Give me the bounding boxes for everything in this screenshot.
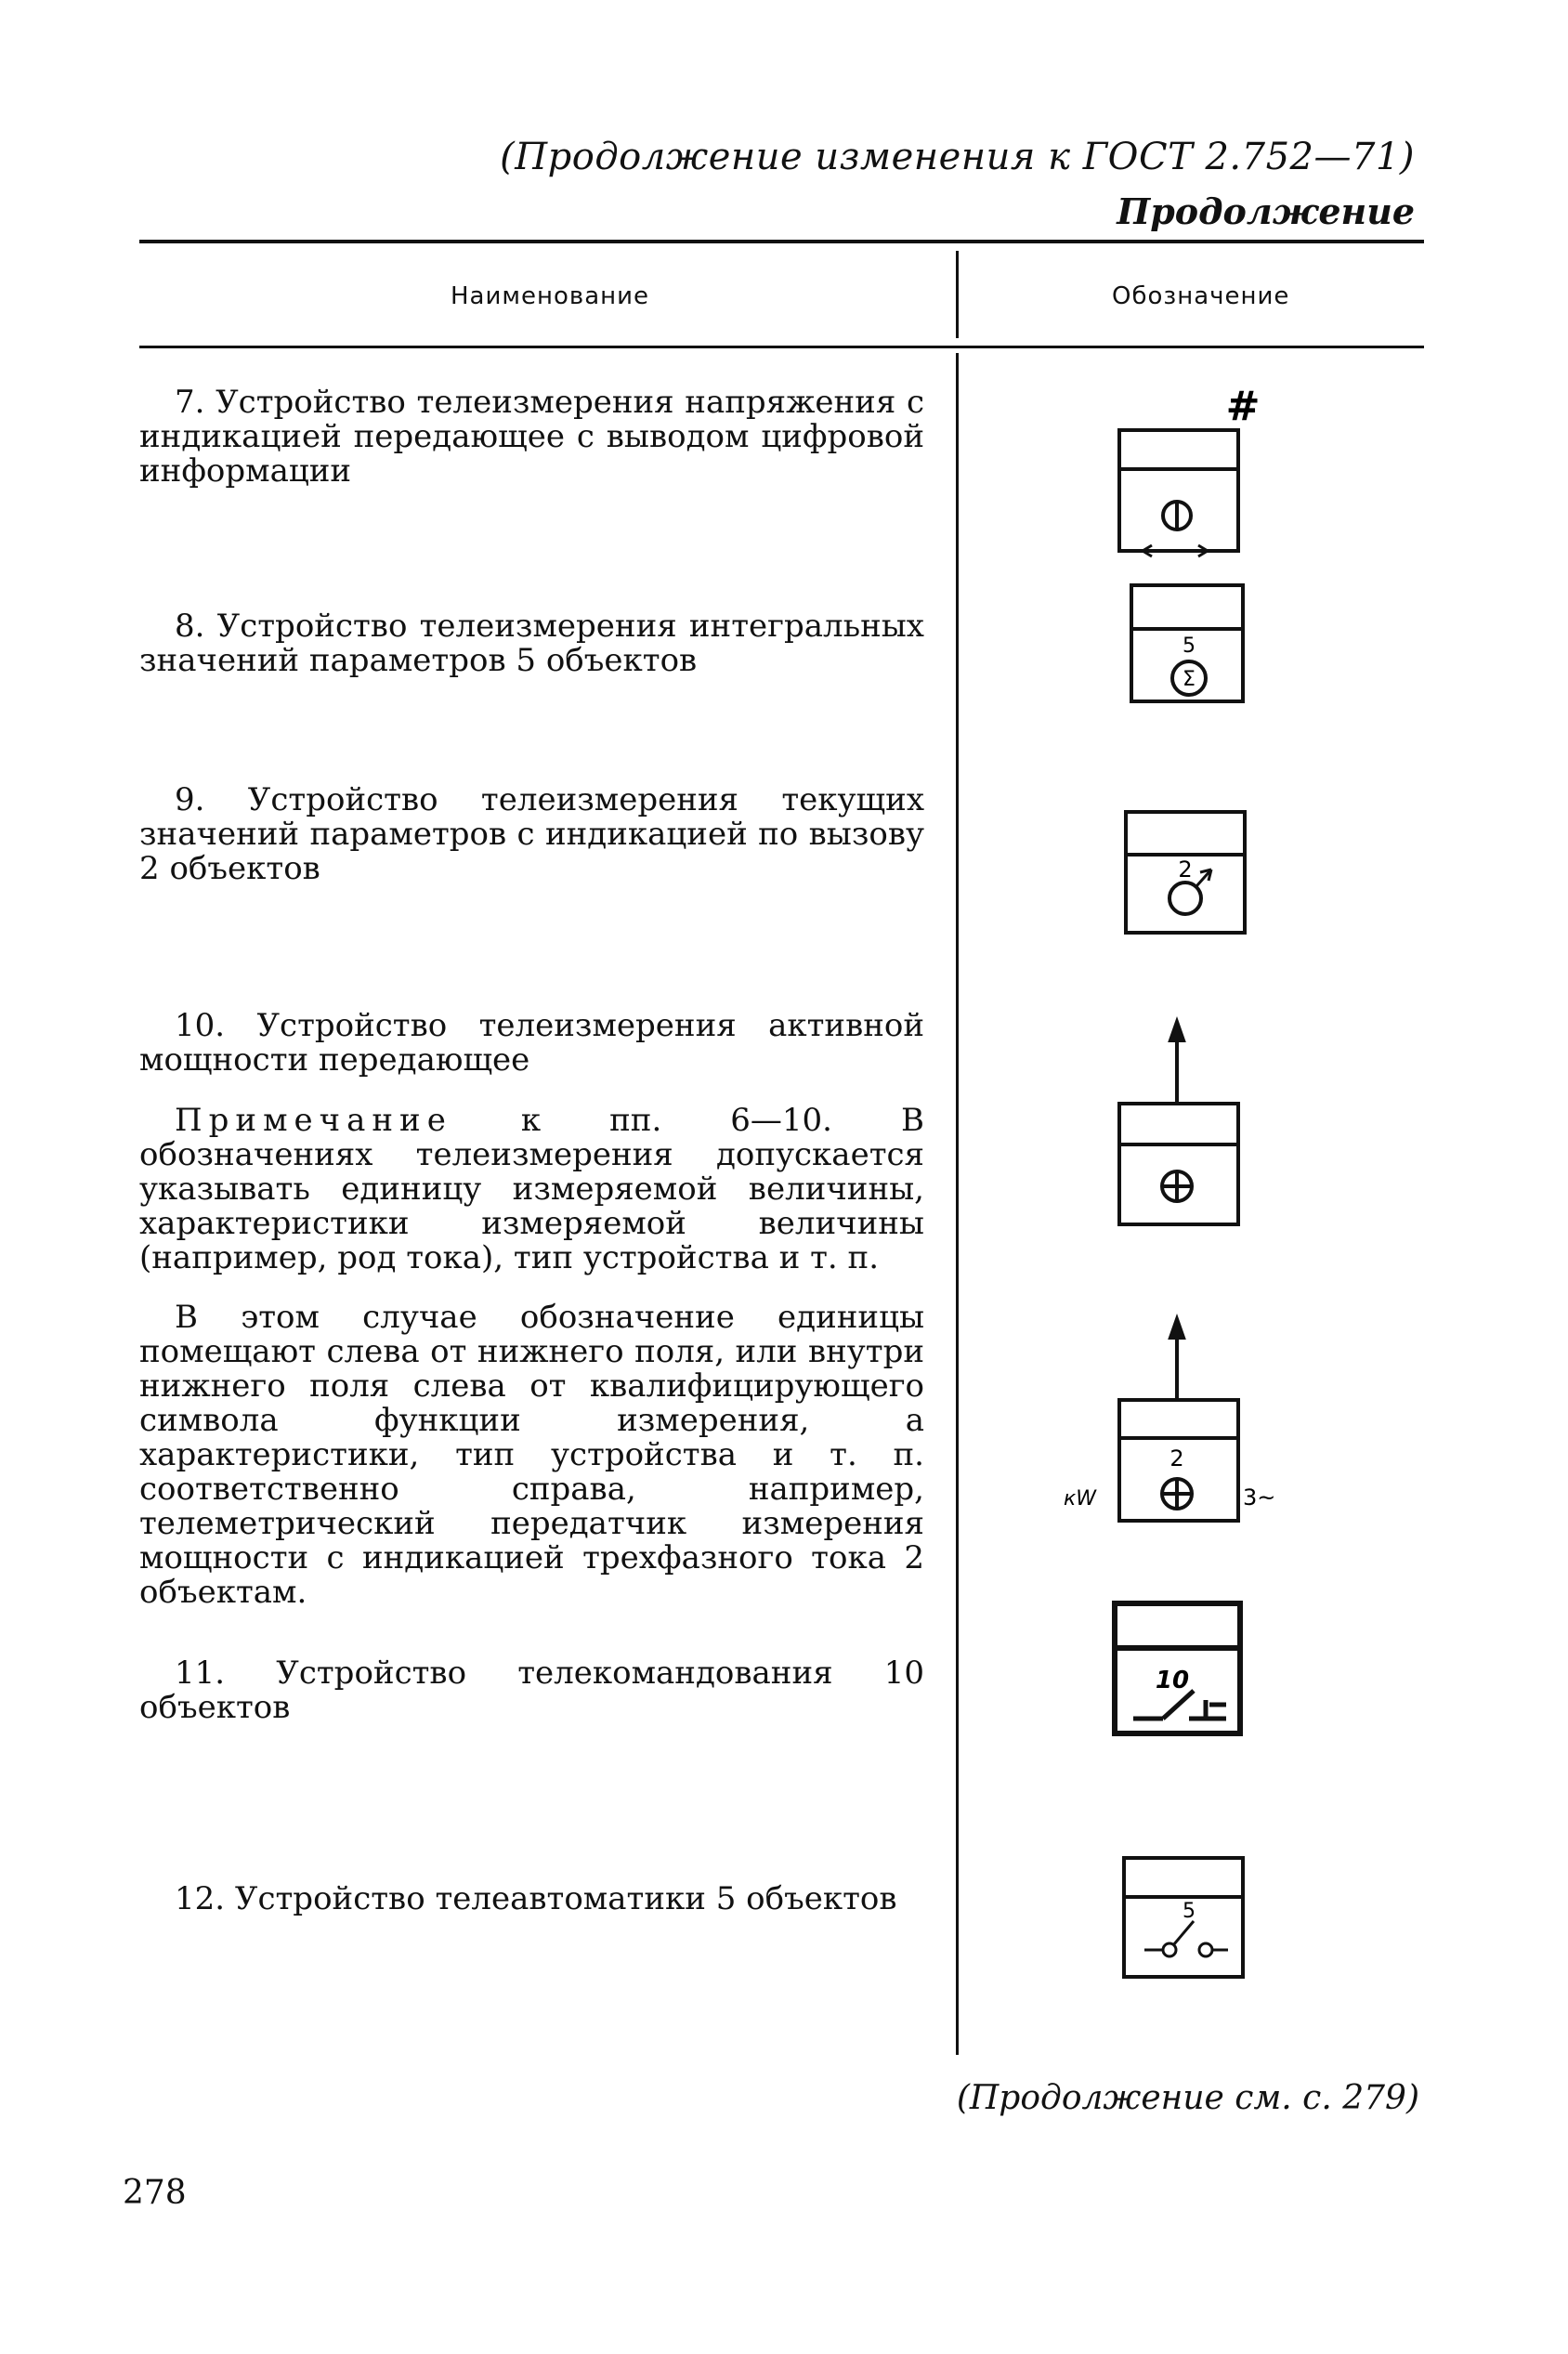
note-text: к пп. 6—10. В обозначениях телеизмерения допускается указывать единицу измеряемой величины, характеристики измеряемой величины (например, род тока), тип устройства и т. п. [139,1102,924,1276]
note [139,1104,924,1275]
symbol-7-voltage-transmitter [1119,430,1238,556]
table-top-rule [139,240,1424,243]
item-12: 12. Устройство телеавтоматики 5 объектов [175,1880,897,1917]
digital-output-mark: # [1225,383,1261,430]
symbol-8-count: 5 [1183,634,1196,658]
continuation-subheader: Продолжение [1117,190,1415,232]
page-number: 278 [123,2174,187,2212]
symbols-column [966,353,1431,2053]
example-count: 2 [1169,1445,1184,1471]
column-divider [956,353,959,2055]
column-header-name: Наименование [451,282,650,310]
symbol-12-count: 5 [1183,1900,1196,1923]
note-continuation: В этом случае обозначение единицы помещают слева от нижнего поля, или внутри нижнего поля слева от квалифицирующего символа функции измерения, а характеристики, тип устройства и т. п. соответственно справа, например, телеметрический передатчик измерения мощности с индикацией трехфазного тока 2 объектам. [139,1299,924,1611]
item-8: 8. Устройство телеизмерения интегральных значений параметров 5 объектов [139,608,924,679]
table-header-rule [139,346,1424,348]
symbol-10-active-power-transmitter [1119,1022,1238,1224]
continuation-footer: (Продолжение см. с. 279) [956,2079,1419,2117]
unit-left-label: кW [1064,1487,1097,1510]
symbol-9-count: 2 [1178,857,1193,883]
item-9: 9. Устройство телеизмерения текущих значений параметров с индикацией по вызову 2 объектов [139,781,924,887]
continuation-header: (Продолжение изменения к ГОСТ 2.752—71) [500,136,1415,178]
sigma-glyph: Σ [1183,668,1196,691]
column-header-symbol: Обозначение [1112,282,1290,310]
symbol-example-power-3phase [1119,1319,1238,1521]
item-7: 7. Устройство телеизмерения напряжения с индикацией передающее с выводом цифровой информации [139,384,924,490]
item-11: 11. Устройство телекомандования 10 объектов [139,1654,924,1726]
unit-right-label: 3~ [1243,1484,1276,1510]
symbol-11-count: 10 [1155,1667,1190,1694]
note-label: Примечание [175,1102,452,1139]
item-10: 10. Устройство телеизмерения активной мощности передающее [139,1007,924,1079]
header-divider [956,251,959,338]
